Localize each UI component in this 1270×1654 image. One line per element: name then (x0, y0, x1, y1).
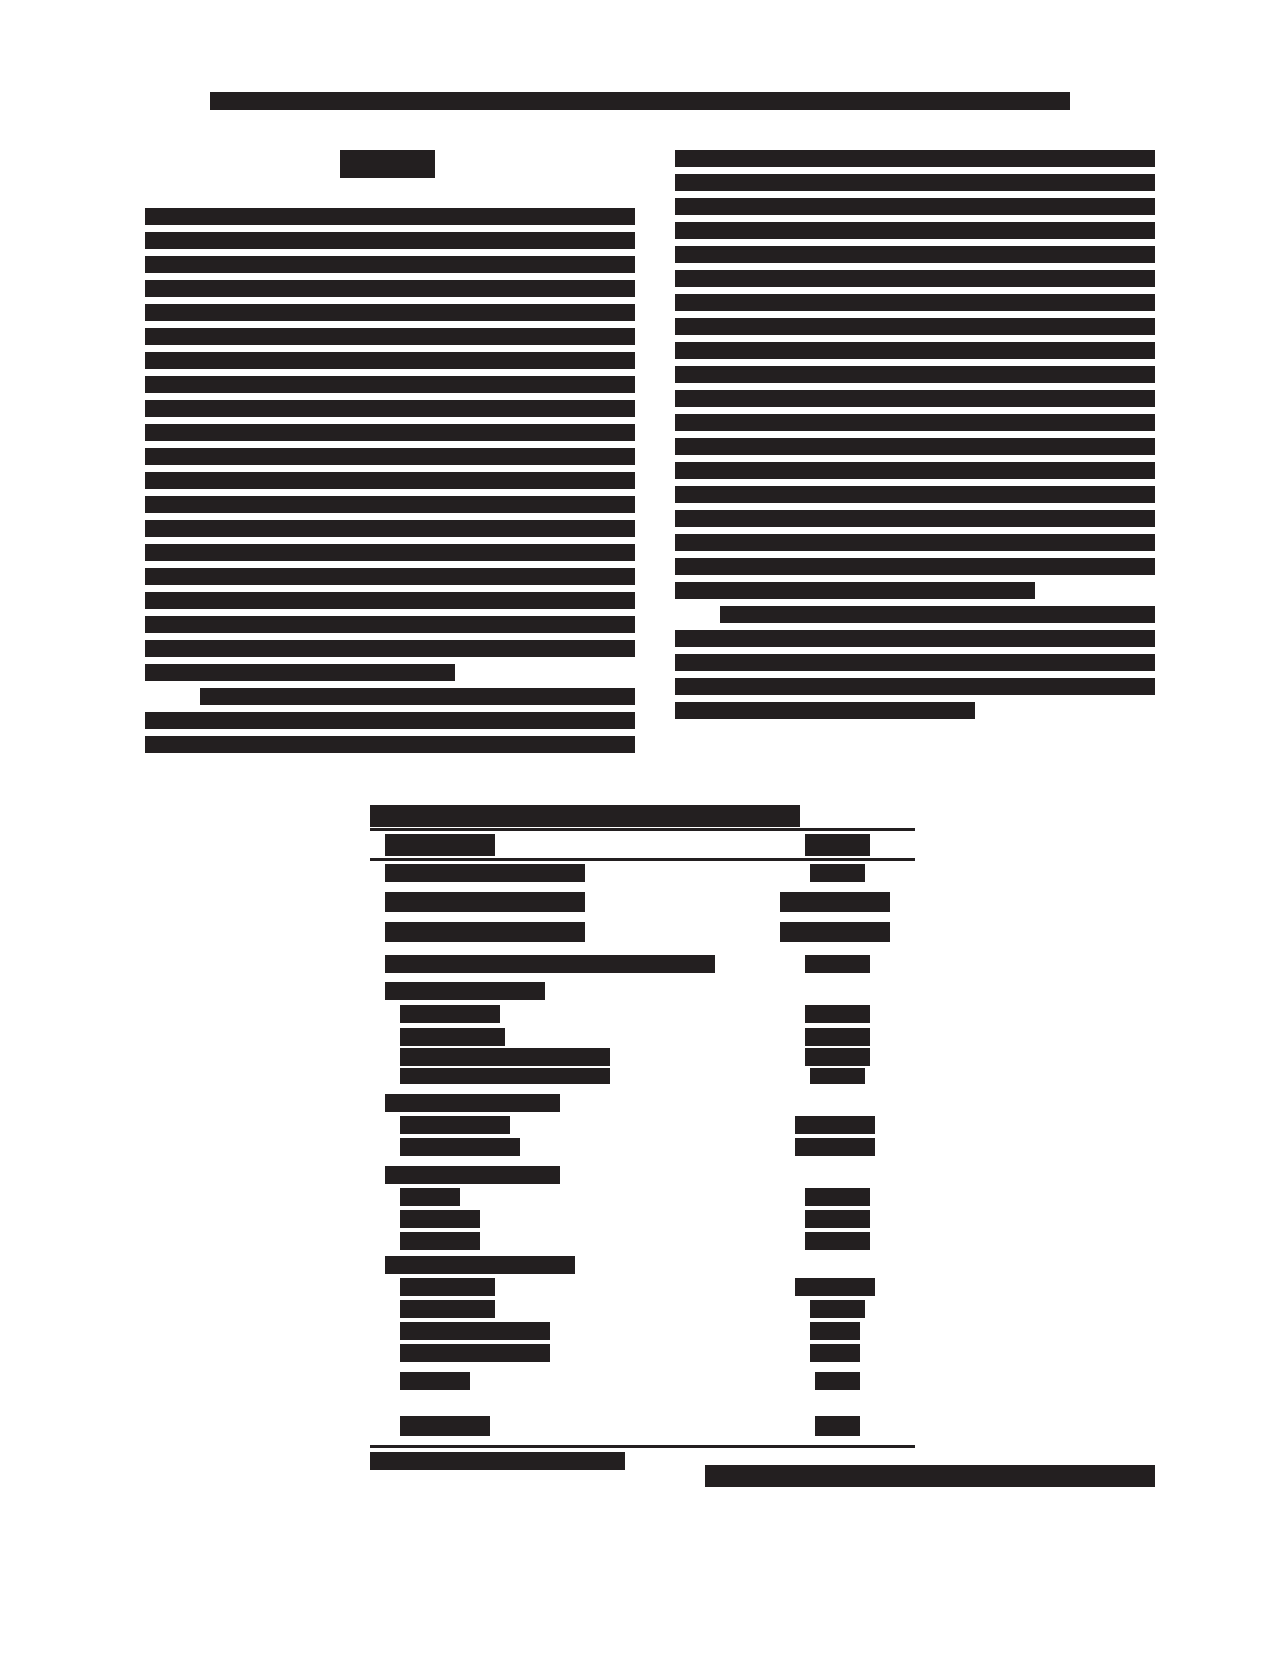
redacted-text-line (675, 366, 1155, 383)
redacted-text-line (720, 606, 1155, 623)
redacted-table-row-label (385, 892, 585, 912)
redacted-text-line (145, 352, 635, 369)
redacted-table-row-value (805, 955, 870, 973)
redacted-text-line (675, 198, 1155, 215)
redacted-text-line (675, 438, 1155, 455)
redacted-text-line (145, 376, 635, 393)
redacted-table-row-value (805, 834, 870, 856)
redacted-table-row-value (780, 922, 890, 942)
redacted-table-footnote (370, 1452, 625, 1470)
redacted-running-header (210, 92, 1070, 110)
redacted-table-row-label (400, 1138, 520, 1156)
table-top-rule (370, 828, 915, 831)
redacted-text-line (145, 496, 635, 513)
redacted-table-row-label (385, 1256, 575, 1274)
redacted-table-row-value (805, 1210, 870, 1228)
redacted-text-line (675, 150, 1155, 167)
redacted-table-row-value (805, 1232, 870, 1250)
redacted-table-row-value (815, 1416, 860, 1436)
redacted-table-row-label (400, 1005, 500, 1023)
redacted-text-line (675, 654, 1155, 671)
redacted-table-row-value (810, 864, 865, 882)
redacted-text-line (145, 472, 635, 489)
redacted-table-row-label (400, 1344, 550, 1362)
redacted-text-line (145, 544, 635, 561)
redacted-table-row-value (810, 1322, 860, 1340)
redacted-table-row-label (400, 1232, 480, 1250)
redacted-text-line (145, 616, 635, 633)
redacted-table-row-value (780, 892, 890, 912)
redacted-table-row-value (810, 1300, 865, 1318)
redacted-text-line (675, 678, 1155, 695)
redacted-text-line (145, 520, 635, 537)
redacted-table-row-label (400, 1068, 610, 1084)
redacted-table-row-label (400, 1028, 505, 1046)
redacted-section-heading (340, 150, 435, 178)
redacted-text-line (145, 280, 635, 297)
redacted-text-line (675, 486, 1155, 503)
redacted-text-line (145, 208, 635, 225)
redacted-text-line (675, 510, 1155, 527)
table-header-rule (370, 858, 915, 861)
redacted-table-caption (370, 805, 800, 827)
redacted-table-row-label (385, 955, 715, 973)
table-bottom-rule (370, 1445, 915, 1448)
redacted-table-row-value (810, 1068, 865, 1084)
redacted-text-line (145, 304, 635, 321)
redacted-text-line (675, 318, 1155, 335)
redacted-table-row-label (400, 1188, 460, 1206)
redacted-text-line (675, 246, 1155, 263)
redacted-text-line (675, 582, 1035, 599)
redacted-text-line (145, 232, 635, 249)
redacted-table-row-label (385, 1094, 560, 1112)
redacted-table-row-label (400, 1278, 495, 1296)
redacted-table-row-label (385, 982, 545, 1000)
redacted-table-row-value (795, 1138, 875, 1156)
redacted-text-line (675, 270, 1155, 287)
redacted-table-row-label (400, 1048, 610, 1066)
redacted-table-row-value (810, 1344, 860, 1362)
redacted-text-line (145, 664, 455, 681)
redacted-table-row-label (400, 1210, 480, 1228)
redacted-text-line (675, 174, 1155, 191)
redacted-table-row-value (815, 1372, 860, 1390)
redacted-text-line (145, 400, 635, 417)
redacted-table-row-label (385, 922, 585, 942)
redacted-table-row-label (400, 1372, 470, 1390)
redacted-text-line (675, 630, 1155, 647)
redacted-text-line (145, 712, 635, 729)
redacted-text-line (200, 688, 635, 705)
redacted-text-line (145, 256, 635, 273)
redacted-table-row-label (400, 1116, 510, 1134)
redacted-text-line (675, 222, 1155, 239)
redacted-table-row-label (400, 1322, 550, 1340)
redacted-text-line (675, 390, 1155, 407)
redacted-text-line (145, 640, 635, 657)
redacted-table-row-value (805, 1028, 870, 1046)
redacted-table-row-label (400, 1416, 490, 1436)
redacted-text-line (145, 568, 635, 585)
redacted-table-row-value (805, 1048, 870, 1066)
redacted-text-line (675, 558, 1155, 575)
redacted-table-row-value (795, 1278, 875, 1296)
redacted-text-line (145, 592, 635, 609)
redacted-table-row-label (385, 834, 495, 856)
redacted-text-line (675, 702, 975, 719)
redacted-text-line (675, 462, 1155, 479)
redacted-text-line (675, 294, 1155, 311)
redacted-table-row-label (385, 864, 585, 882)
redacted-table-row-value (795, 1116, 875, 1134)
redacted-text-line (145, 424, 635, 441)
redacted-text-line (675, 534, 1155, 551)
redacted-table-row-value (805, 1188, 870, 1206)
redacted-footer (705, 1465, 1155, 1487)
redacted-text-line (675, 342, 1155, 359)
redacted-table-row-value (805, 1005, 870, 1023)
redacted-text-line (675, 414, 1155, 431)
redacted-table-row-label (385, 1166, 560, 1184)
redacted-table-row-label (400, 1300, 495, 1318)
redacted-text-line (145, 736, 635, 753)
redacted-text-line (145, 448, 635, 465)
redacted-text-line (145, 328, 635, 345)
